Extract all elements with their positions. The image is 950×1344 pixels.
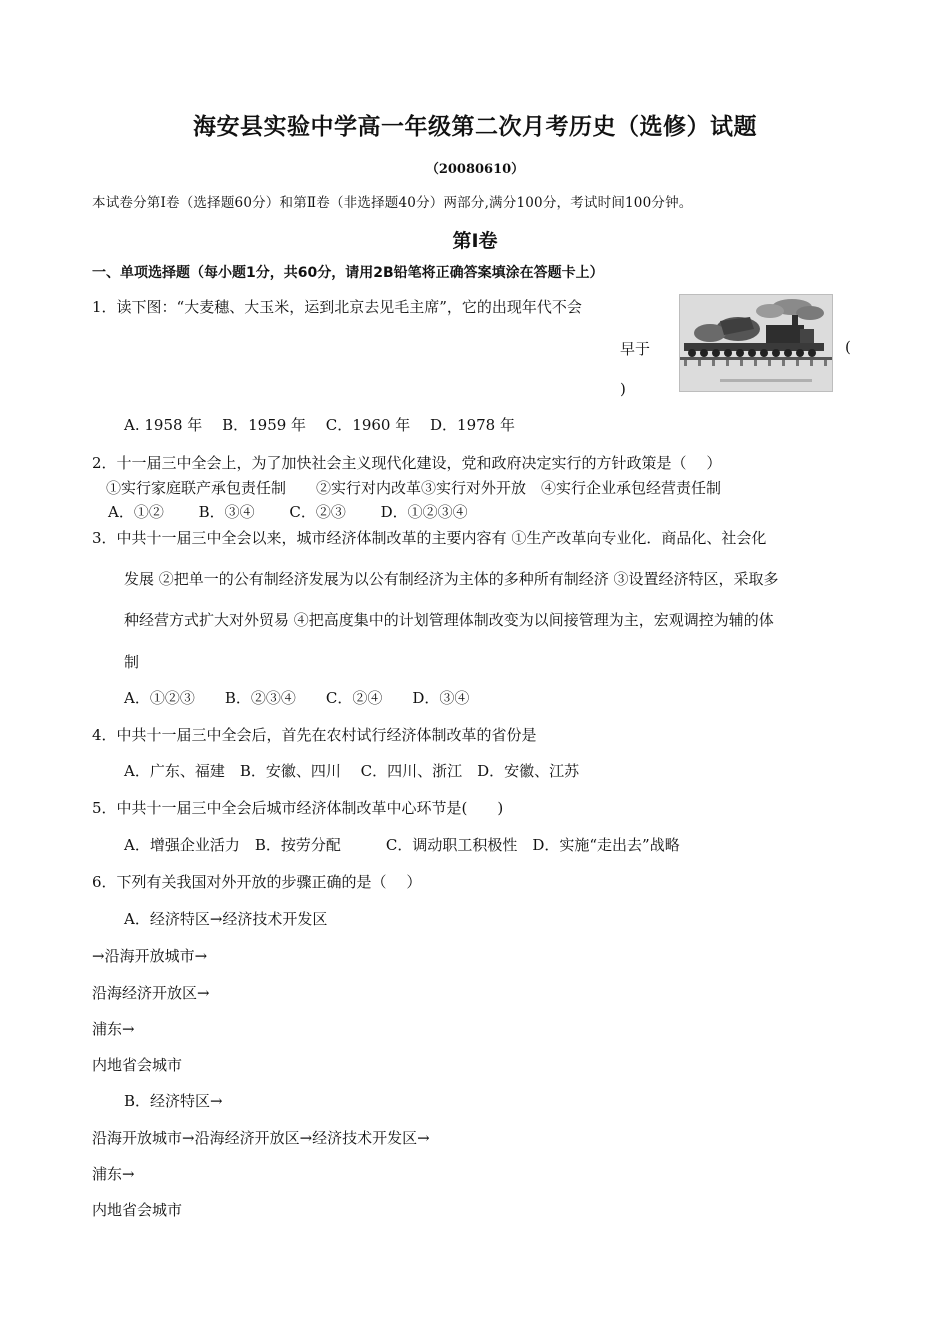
q5-options: A．增强企业活力 B．按劳分配 C．调动职工积极性 D．实施“走出去”战略 <box>124 836 680 854</box>
q6-option-b-line-2: 沿海开放城市→沿海经济开放区→经济技术开发区→ <box>92 1129 430 1147</box>
q1-stem-continued: 早于 <box>620 340 651 358</box>
q4-stem: 4．中共十一届三中全会后，首先在农村试行经济体制改革的省份是 <box>92 726 537 744</box>
q6-option-a-line-5: 内地省会城市 <box>92 1056 183 1074</box>
q3-options: A．①②③ B．②③④ C．②④ D．③④ <box>124 689 470 707</box>
part-one-title: 第Ⅰ卷 <box>452 230 498 252</box>
exam-title: 海安县实验中学高一年级第二次月考历史（选修）试题 <box>193 114 757 140</box>
q4-options: A．广东、福建 B．安徽、四川 C．四川、浙江 D．安徽、江苏 <box>124 762 580 780</box>
exam-date: （20080610） <box>425 162 525 177</box>
q1-paren-close: ) <box>620 380 626 398</box>
q6-option-b-line-4: 内地省会城市 <box>92 1201 183 1219</box>
q1-paren-open: ( <box>845 338 851 356</box>
q6-option-b-line-3: 浦东→ <box>92 1165 135 1183</box>
q5-stem: 5．中共十一届三中全会后城市经济体制改革中心环节是( ) <box>92 799 504 817</box>
q3-line-2: 发展 ②把单一的公有制经济发展为以公有制经济为主体的多种所有制经济 ③设置经济特区，采取多 <box>124 570 779 588</box>
q3-line-1: 3．中共十一届三中全会以来，城市经济体制改革的主要内容有 ①生产改革向专业化．商品化、社会化 <box>92 529 767 547</box>
q1-stem: 1．读下图：“大麦穗、大玉米，运到北京去见毛主席”，它的出现年代不会 <box>92 298 582 316</box>
q6-option-a-line-1: A．经济特区→经济技术开发区 <box>124 910 328 928</box>
q6-stem: 6．下列有关我国对外开放的步骤正确的是（ ） <box>92 873 422 891</box>
q3-line-4: 制 <box>124 653 140 671</box>
q1-options: A. 1958 年 B．1959 年 C．1960 年 D．1978 年 <box>124 416 515 434</box>
q2-items: ①实行家庭联产承包责任制 ②实行对内改革③实行对外开放 ④实行企业承包经营责任制 <box>106 479 722 497</box>
q2-stem: 2．十一届三中全会上，为了加快社会主义现代化建设，党和政府决定实行的方针政策是（ ） <box>92 454 722 472</box>
exam-intro: 本试卷分第Ⅰ卷（选择题60分）和第Ⅱ卷（非选择题40分）两部分,满分100分，考试时间100分钟。 <box>92 195 693 211</box>
q6-option-a-line-4: 浦东→ <box>92 1020 135 1038</box>
q6-option-a-line-3: 沿海经济开放区→ <box>92 984 210 1002</box>
q2-options: A．①② B．③④ C．②③ D．①②③④ <box>108 503 468 521</box>
q3-line-3: 种经营方式扩大对外贸易 ④把高度集中的计划管理体制改变为以间接管理为主，宏观调控为辅的体 <box>124 611 774 629</box>
q6-option-b-line-1: B．经济特区→ <box>124 1092 223 1110</box>
q6-option-a-line-2: →沿海开放城市→ <box>92 947 208 965</box>
section-heading: 一、单项选择题（每小题1分，共60分，请用2B铅笔将正确答案填涂在答题卡上） <box>92 265 604 281</box>
train-propaganda-image <box>679 294 833 392</box>
